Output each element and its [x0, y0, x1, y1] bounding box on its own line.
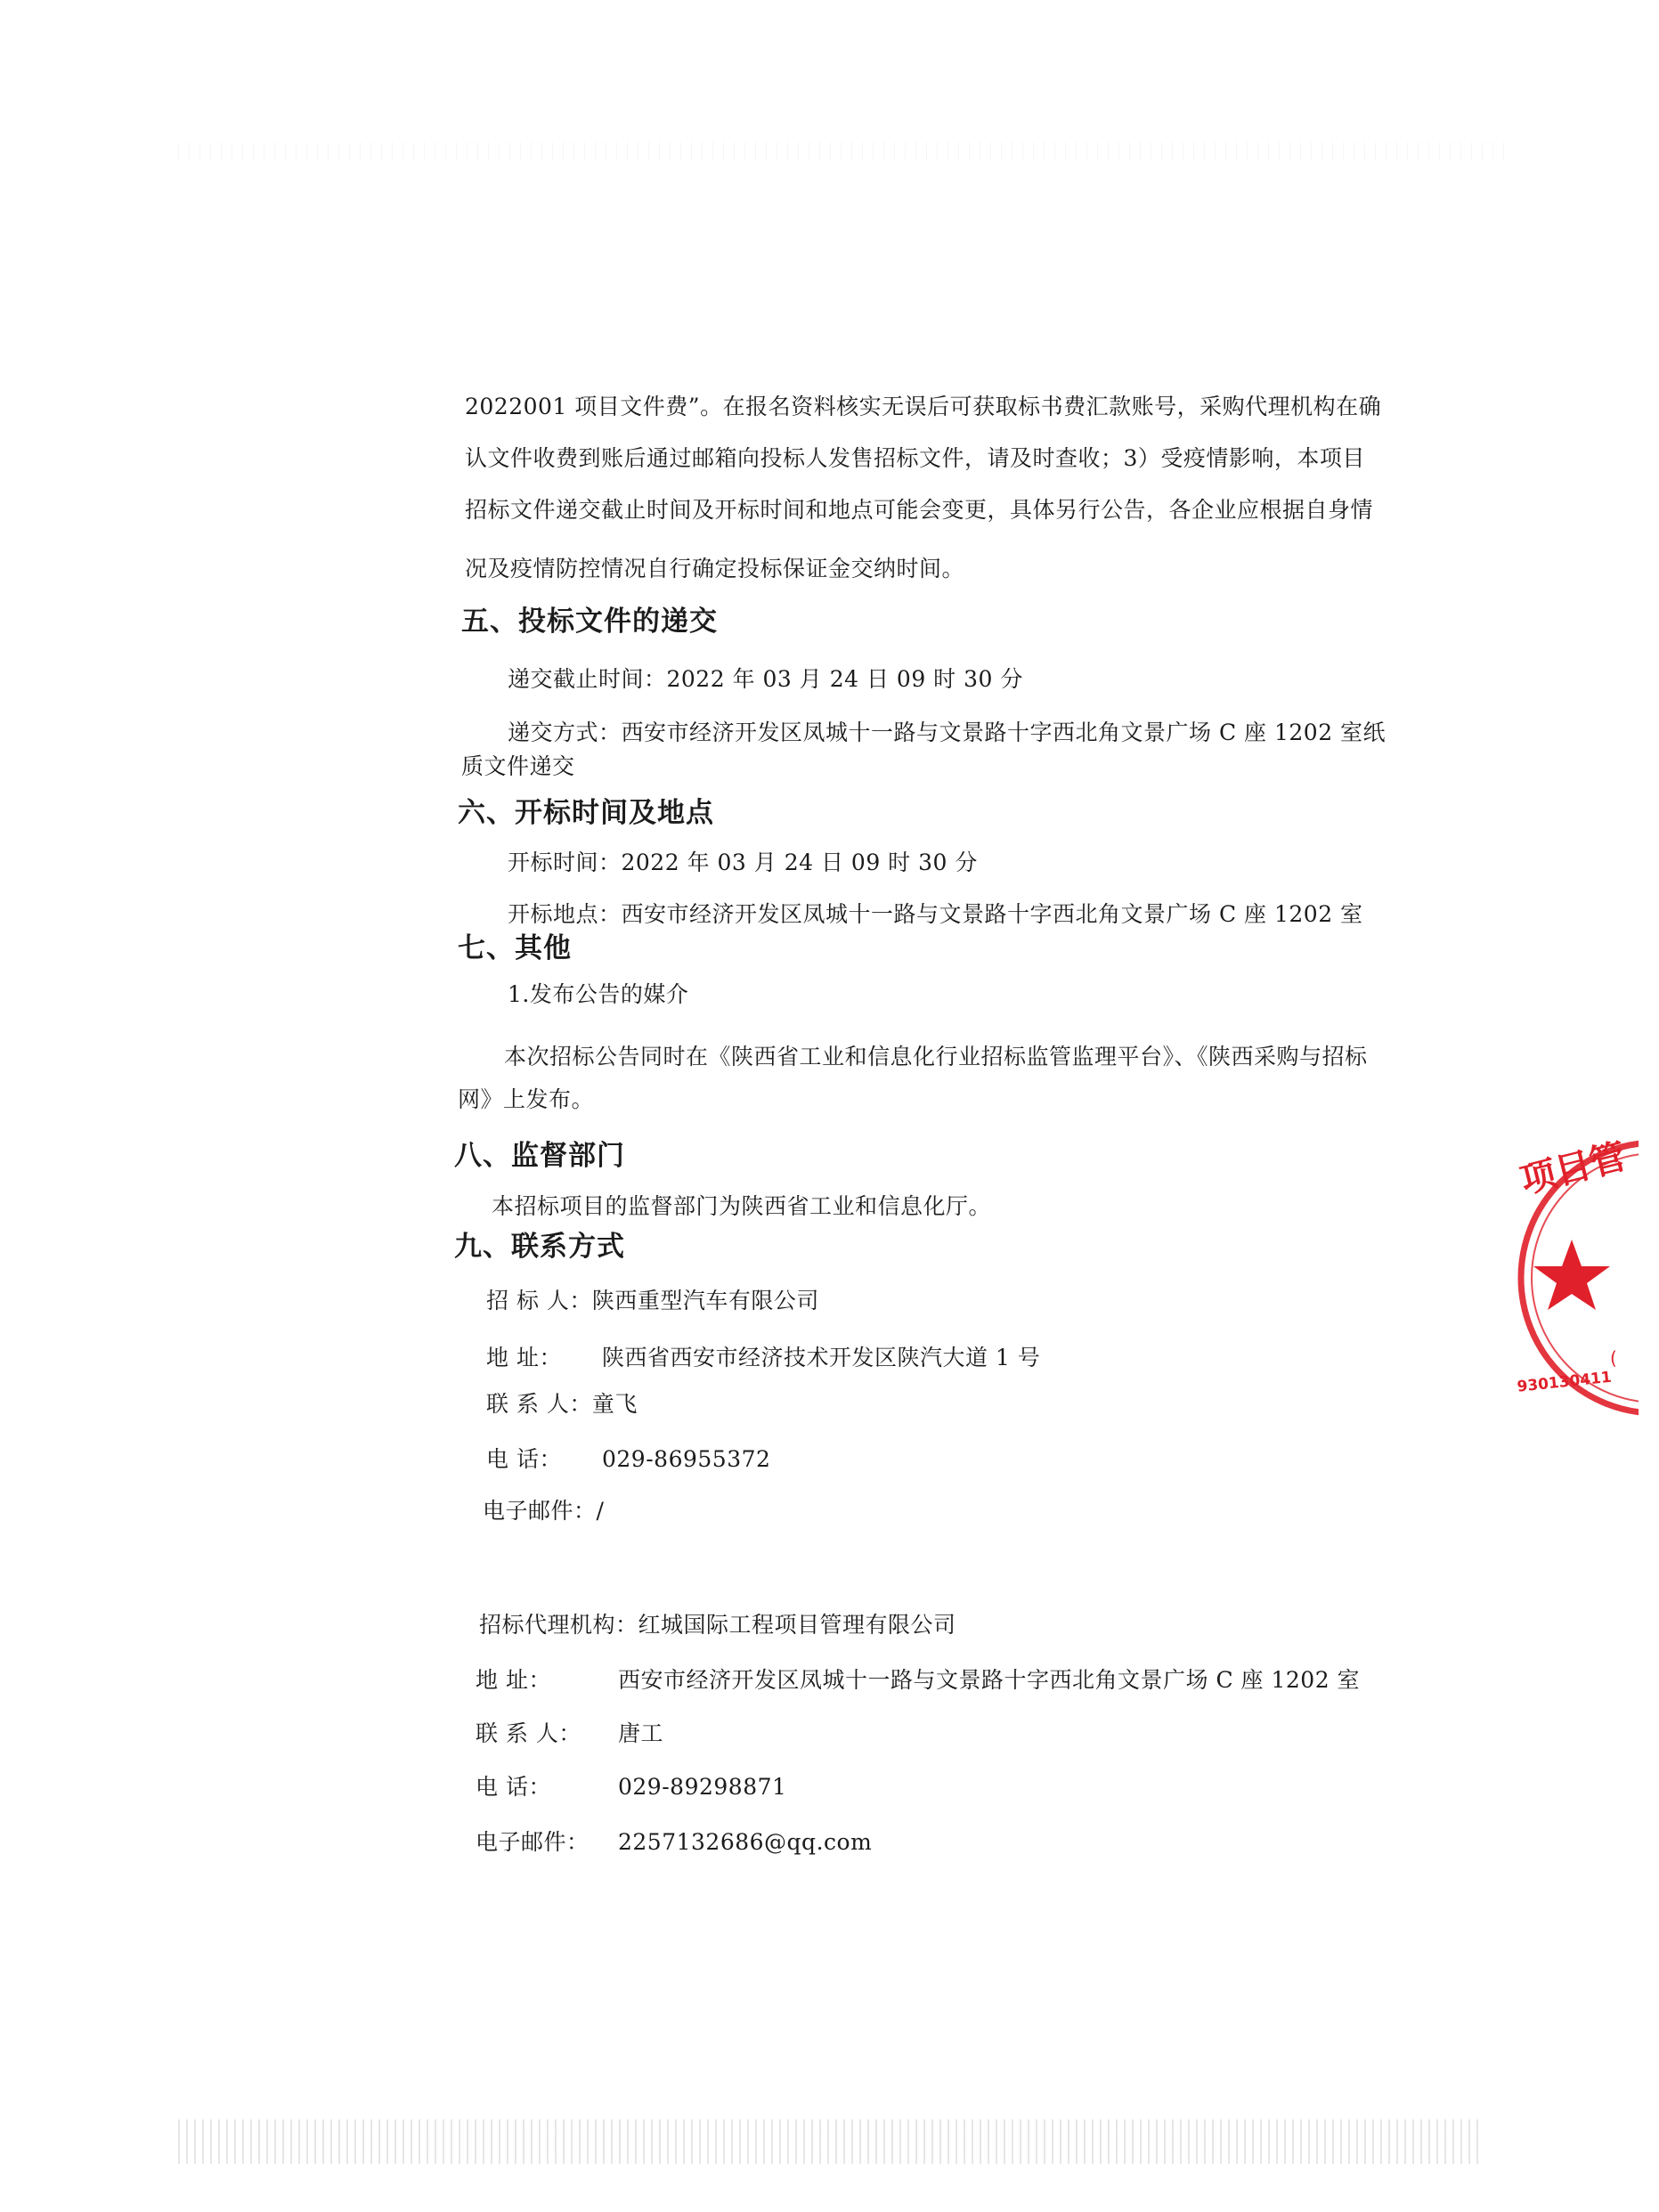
tenderer-email-label: 电子邮件：	[483, 1498, 597, 1524]
agency-phone-label: 电 话：	[476, 1774, 551, 1800]
agency-name-label: 招标代理机构：	[479, 1612, 638, 1638]
company-seal	[1505, 1131, 1639, 1425]
tenderer-email-value: /	[596, 1498, 605, 1524]
agency-email-label: 电子邮件：	[476, 1829, 590, 1855]
agency-address-row	[476, 1665, 1360, 1696]
agency-phone-value: 029-89298871	[618, 1774, 787, 1800]
tenderer-address-label: 地 址：	[486, 1345, 562, 1370]
submission-method-line-1: 递交方式：西安市经济开发区凤城十一路与文景路十字西北角文景广场 C 座 1202 室纸	[508, 720, 1387, 745]
media-text-line-2: 网》上发布。	[458, 1086, 595, 1112]
scan-artifact-top	[178, 142, 1514, 160]
section-5-heading: 五、投标文件的递交	[461, 606, 718, 638]
section-8-heading: 八、监督部门	[454, 1140, 625, 1172]
tenderer-phone-row	[486, 1444, 770, 1475]
section-6-heading: 六、开标时间及地点	[458, 797, 714, 829]
tenderer-contact-row	[486, 1389, 638, 1419]
tenderer-contact-value: 童飞	[591, 1391, 638, 1417]
intro-line-2: 认文件收费到账后通过邮箱向投标人发售招标文件，请及时查收；3）受疫情影响，本项目	[465, 445, 1365, 471]
seal-top-text: 项目管	[1516, 1135, 1631, 1202]
intro-line-3: 招标文件递交截止时间及开标时间和地点可能会变更，具体另行公告，各企业应根据自身情	[465, 497, 1374, 523]
media-subheading: 1.发布公告的媒介	[508, 981, 689, 1007]
media-text-line-1: 本次招标公告同时在《陕西省工业和信息化行业招标监管监理平台》、《陕西采购与招标	[504, 1044, 1368, 1069]
agency-name-row	[479, 1610, 956, 1640]
agency-contact-label: 联 系 人：	[476, 1720, 581, 1746]
section-9-heading: 九、联系方式	[454, 1231, 625, 1263]
tenderer-name-row	[486, 1286, 819, 1316]
intro-line-4: 况及疫情防控情况自行确定投标保证金交纳时间。	[465, 556, 965, 581]
opening-time: 开标时间：2022 年 03 月 24 日 09 时 30 分	[508, 850, 978, 875]
tenderer-contact-label: 联 系 人：	[486, 1391, 592, 1417]
tenderer-address-value: 陕西省西安市经济技术开发区陕汽大道 1 号	[602, 1345, 1041, 1370]
tenderer-phone-value: 029-86955372	[602, 1446, 771, 1472]
agency-address-label: 地 址：	[476, 1667, 551, 1693]
agency-contact-row	[476, 1719, 663, 1749]
agency-name-value: 红城国际工程项目管理有限公司	[638, 1612, 956, 1638]
tenderer-name-value: 陕西重型汽车有限公司	[591, 1288, 819, 1313]
agency-email-row	[476, 1827, 872, 1858]
agency-phone-row	[476, 1772, 786, 1802]
submission-deadline: 递交截止时间：2022 年 03 月 24 日 09 时 30 分	[508, 666, 1023, 692]
tenderer-phone-label: 电 话：	[486, 1446, 562, 1472]
supervision-text: 本招标项目的监督部门为陕西省工业和信息化厅。	[492, 1193, 992, 1219]
tenderer-email-row	[483, 1496, 604, 1526]
tenderer-address-row	[486, 1343, 1040, 1373]
tenderer-name-label: 招 标 人：	[486, 1288, 592, 1313]
seal-graphic	[1505, 1131, 1639, 1425]
agency-address-value: 西安市经济开发区凤城十一路与文景路十字西北角文景广场 C 座 1202 室	[618, 1667, 1361, 1693]
intro-line-1: 2022001 项目文件费”。在报名资料核实无误后可获取标书费汇款账号，采购代理机构在确	[465, 394, 1382, 419]
svg-text:(: (	[1610, 1347, 1617, 1369]
agency-email-value: 2257132686@qq.com	[618, 1829, 873, 1855]
section-7-heading: 七、其他	[458, 932, 572, 964]
seal-bottom-text: 930130411	[1516, 1368, 1613, 1396]
opening-place: 开标地点：西安市经济开发区凤城十一路与文景路十字西北角文景广场 C 座 1202 室	[508, 901, 1363, 927]
agency-contact-value: 唐工	[618, 1720, 664, 1746]
submission-method-line-2: 质文件递交	[461, 753, 575, 779]
scan-artifact-bottom	[178, 2119, 1478, 2164]
